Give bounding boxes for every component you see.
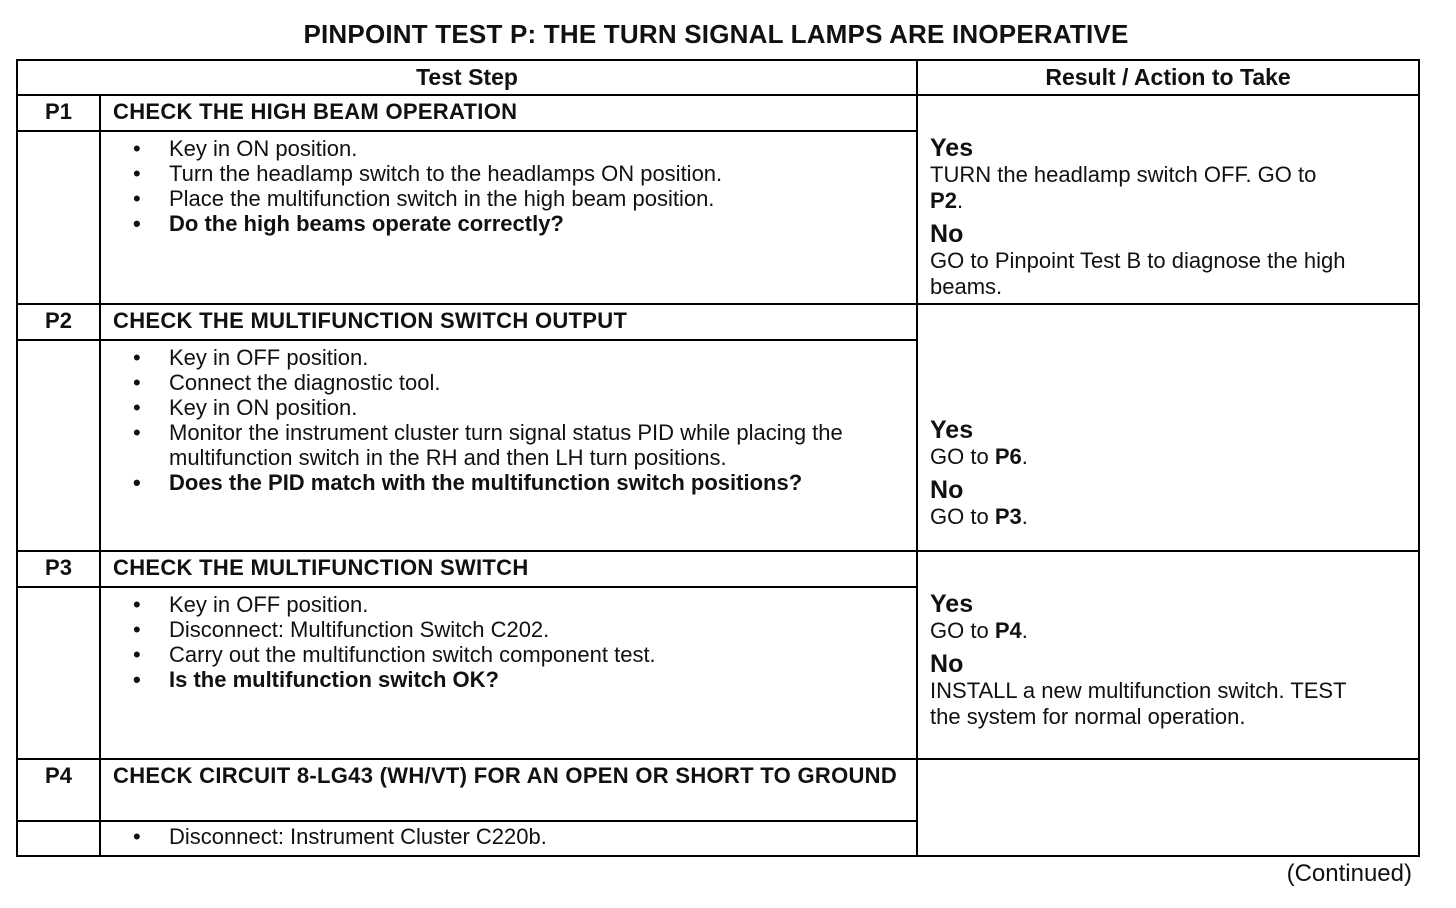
yes-label: Yes xyxy=(930,415,974,444)
no-label: No xyxy=(930,650,964,678)
bullet: • Monitor the instrument cluster turn signal status PID while placing the multifunction switch in the RH and then LH turn positions. xyxy=(133,420,849,470)
no-text: GO to xyxy=(930,503,989,529)
yes-label: Yes xyxy=(930,590,974,618)
step-id: P4 xyxy=(17,759,100,821)
yes-text: GO to xyxy=(930,443,989,469)
yes-suffix: . xyxy=(1021,443,1028,469)
step-p4-body xyxy=(100,821,917,856)
step-id-spacer xyxy=(17,131,100,304)
step-p4-title-row xyxy=(17,759,1419,821)
table-header-row xyxy=(17,60,1419,95)
pinpoint-test-table xyxy=(16,59,1420,857)
step-title: CHECK THE HIGH BEAM OPERATION xyxy=(100,95,917,131)
step-p4-result xyxy=(917,759,1419,856)
step-p3-title-row xyxy=(17,551,1419,587)
yes-suffix: . xyxy=(956,188,964,213)
bullet: • Place the multifunction switch in the high beam position. xyxy=(133,186,916,211)
step-id: P1 xyxy=(17,95,100,131)
bullet: • Disconnect: Instrument Cluster C220b. xyxy=(133,824,916,849)
bullet-question: • Do the high beams operate correctly? xyxy=(133,211,916,236)
page-title: PINPOINT TEST P: THE TURN SIGNAL LAMPS ARE INOPERATIVE xyxy=(303,19,1129,49)
no-suffix: . xyxy=(1021,503,1028,529)
bullet-question: • Does the PID match with the multifunction switch positions? xyxy=(133,470,809,495)
yes-text: GO to xyxy=(930,618,989,643)
yes-ref: P2 xyxy=(930,188,957,213)
bullet: • Connect the diagnostic tool. xyxy=(133,370,916,395)
step-id: P3 xyxy=(17,551,100,587)
bullet-question: • Is the multifunction switch OK? xyxy=(133,667,916,692)
step-p2-body xyxy=(100,340,917,551)
yes-text: TURN the headlamp switch OFF. GO to xyxy=(930,162,1317,187)
bullet: • Turn the headlamp switch to the headlamps ON position. xyxy=(133,161,916,186)
step-title: CHECK THE MULTIFUNCTION SWITCH OUTPUT xyxy=(100,304,917,340)
step-p2-title-row xyxy=(17,304,1419,340)
step-title: CHECK THE MULTIFUNCTION SWITCH xyxy=(100,551,917,587)
step-id-spacer xyxy=(17,587,100,759)
step-id: P2 xyxy=(17,304,100,340)
step-p1-result xyxy=(917,95,1419,304)
step-title: CHECK CIRCUIT 8-LG43 (WH/VT) FOR AN OPEN OR SHORT TO GROUND xyxy=(100,759,917,821)
header-result: Result / Action to Take xyxy=(917,60,1419,95)
bullet: • Key in ON position. xyxy=(133,136,916,161)
yes-ref: P4 xyxy=(994,618,1022,643)
step-p3-result xyxy=(917,551,1419,759)
no-label: No xyxy=(930,220,964,248)
no-label: No xyxy=(930,475,964,504)
bullet: • Key in OFF position. xyxy=(133,345,916,370)
no-text: INSTALL a new multifunction switch. TEST the system for normal operation. xyxy=(930,678,1347,729)
step-p2-result xyxy=(917,304,1419,551)
step-p1-title-row xyxy=(17,95,1419,131)
bullet: • Key in OFF position. xyxy=(133,592,916,617)
continued-note: (Continued) xyxy=(1286,860,1412,887)
bullet: • Key in ON position. xyxy=(133,395,916,420)
no-text: GO to Pinpoint Test B to diagnose the high beams. xyxy=(930,248,1346,299)
step-id-spacer xyxy=(17,821,100,856)
bullet: • Disconnect: Multifunction Switch C202. xyxy=(133,617,916,642)
step-p1-body xyxy=(100,131,917,304)
step-p3-body xyxy=(100,587,917,759)
yes-suffix: . xyxy=(1021,618,1028,643)
yes-label: Yes xyxy=(930,134,974,162)
header-test-step: Test Step xyxy=(17,60,917,95)
no-ref: P3 xyxy=(994,503,1022,529)
bullet: • Carry out the multifunction switch component test. xyxy=(133,642,916,667)
step-id-spacer xyxy=(17,340,100,551)
yes-ref: P6 xyxy=(994,443,1022,469)
